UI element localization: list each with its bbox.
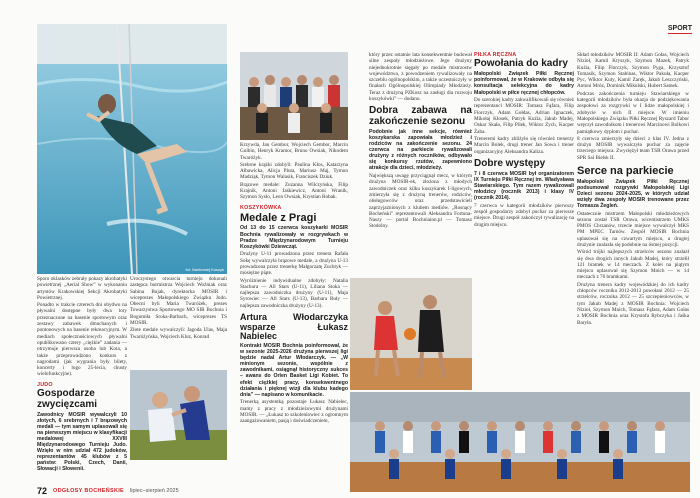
column-6 (577, 52, 689, 326)
good-performances-text: 7 czerwca w kategorii młodzików pierwszy zespół gospodarzy zdobył puchar za pierwsze miejsce. Drugi zespół zakończył rywalizację na drugim miejscu. (474, 202, 574, 228)
aerial-show-text: Sporo oklasków zebrały pokazy akrobatyki powietrznej „Aerial Show” w wykonaniu artystów Krakowskiej Sekcji Akrobatyki Powietrznej. (37, 276, 127, 301)
season-end-lead: Podobnie jak inne sekcje, również koszykarska zapowiała młodzież i rodziców na zakończenie sezonu. 24 czerwca na parkiecie rywalizowali drużyny z różnych roczników, odbywało się konkursy rzutów, zapewniono atrakcje dla dzieci, młodzieży. (369, 128, 472, 172)
handball-class4-text: 8 czerwca zmierzyły się dzieci z klas IV. Jedna z drużyn MOSIR wywalczyła puchar za zajęcie trzeciego miejsca. Zwyciężył team TSR Orawa przed SPR Sal Bielsk II. (577, 135, 689, 161)
good-performances-headline: Dobre występy (474, 157, 546, 169)
column-2 (130, 276, 227, 340)
photo-medal-group (240, 52, 348, 140)
judo-headline: Gospodarze zwycięzcami (37, 388, 98, 410)
callups-lead: Małopolski Związek Piłki Ręcznej poinformował, że w Krakowie odbyła się konsultacja selekcyjna do kadry Małopolski w piłce ręcznej chłopców. (474, 71, 574, 96)
good-performances-lead: 7 i 8 czerwca MOSIR był organizatorem IX Turnieju Piłki Ręcznej im. Władysława Stawiarskiego. Tym razem rywalizowali młodzicy (rocznik 2013) i klasy IV (rocznik 2014). (474, 170, 574, 202)
judo-silver-names: Srebrne krążki zdobyli: Paulina Kłos, Katarzyna Albawicka, Alicja Pluta, Mariusz Maj, Tymon Madziąk, Tymon Walasik, Franciszek Dziuk. (240, 161, 348, 181)
handball-squad-text: Skład młodzików MOSIR II: Adam Gołas, Wojciech Nizioł, Kamil Kryszyk, Szymon Mazek, Patryk Kuźia, Filip Florczyk, Szymon Pyga, Krzysztof Tomasik, Szymon Stabinas, Wiktor Pakuła, Kacper Pyc, Wiktor Kuty, Kamil Zaręk, Jakub Leszczyński, Antoni Mróz, Dominik Mikulski, Hubert Samek. (577, 52, 689, 90)
coach-continued-text: który przez ostatnie lata konsekwentnie budował silne zespoły młodzieżowe. Jego drużyny niejednokrotnie sięgały po medale mistrzostw województwa, z powodzeniem rywalizowały na szczeblu ogólnopolskim, a także uczestniczyły w finałach Ogólnopolskiej Olimpiady Młodzieży. Teraz z drużyną PZKosz na zasługi dla rozwoju koszykówki” — dodano. (369, 52, 472, 103)
judo-gold-names: Krzywda, Jan Gembor, Wojciech Gembor, Marcin Gulbin, Henryk Kramor, Bruno Owsiak, Nikodem Twaróżyk. (240, 142, 348, 161)
magazine-brand: ODGŁOSY BOCHEŃSKIE (53, 488, 125, 494)
season-end-text: Największą uwagę przyciągnął mecz, w którym drużyna MOSIR-ek, złożona z młodych zawodniczek oraz kilku koszykarek I-ligowych, zmierzyła się z drużyną trenerów, rodziców, obsługowców oraz przedstawicieli zaprzyjaźnionych z klubem mediów. „Rosnący Bocheński” reprezentowali Aleksandra Fortuna-Naszy — portal Bochniainn.pl — Tomasz Stodolny. (369, 173, 472, 230)
photo-handball-team (350, 392, 690, 492)
basketball-kicker: KOSZYKÓWKA (240, 204, 282, 211)
page-number: 72 (37, 486, 48, 496)
season-end-headline: Dobra zabawa na zakończenie sezonu (369, 105, 472, 127)
callups-headline: Powołania do kadry (474, 58, 568, 70)
column-1 (37, 276, 127, 474)
handball-team-image (350, 392, 690, 492)
judo-kicker: JUDO (37, 381, 53, 388)
photo-aerial-show (37, 24, 227, 274)
prague-headline: Medale z Pragi (240, 211, 317, 224)
prague-awards-text: Wyróżnienie indywidualne zdobyły: Natalia Stachura — All Stars (U-11), Liliana Stoka — najlepsza zawodniczka drużyny (U-11), Maja Syrowiec — All Stars (U-13), Barbara Buły — najlepsza zawodniczka drużyny (U-13). (240, 277, 348, 309)
section-tag: SPORT (667, 25, 692, 32)
heart-callups-text: Drużyna trenera kadry wojewódzkiej do ich kadry chłopców rocznika 2012-2013 powołani 2012 — 25 strzelców, rocznika 2012 — 25 szczepieniowców, w tym Jakub Madej z MOSIR Bochnia: Wojciech Nizioł, Szymon Mnich, Tomasz Fąfara, Adam Gołas z MOSIR Bochnia oraz Krystofa Rybczyka i Jaśka Baryła. (577, 281, 689, 326)
medal-group-image (240, 52, 348, 140)
judo-bronze-names: Brązowe medale: Zuzanna Wilczyńska, Filip Krajnik, Antoni Jaśkiewicz, Antoni Wranik, Szymon Syslo, Leon Owsiak, Krystian Robak. (240, 181, 348, 201)
coach-lead: Kontrakt MOSIR Bochnia poinformował, że w sezonie 2025-2026 drużyna pierwszej ligi będzie nadal Artur Włodarczyk. — „W minionym sezonie, wspólnie z zawodnikami, osiągnął historyczny sukces – awans do Orlen Basket Ligi Kobiet. To efekt ciężkiej pracy, konsekwentnego działania i pięknej wizji dla klubu kadego dnia” — napisano w komunikacie. (240, 343, 348, 398)
judo-lead: Zawodnicy MOSIR wywalczyli 10 złotych, 6 srebrnych i 7 brązowych medali — tym samym uplasowali się na pierwszym miejscu w klasyfikacji medalowej XXVIII Międzynarodowego Turnieju Judo. Wzięło w nim udział 472 judoków, reprezentantów 45 klubów z 5 państw: Polski, Czech, Danii, Słowacji i Słowenii. (37, 411, 127, 473)
photo-credit: fot. Bartłomiej Koszyk (185, 267, 224, 272)
column-3 (240, 142, 348, 425)
callups-coaches-text: Treneremi kadry zbliżyło się również trenerzy Marcin Bolek, drugi trener Jan Sowa i trener organizacyjny Aleksandra Kaliza. (474, 135, 574, 155)
heart-lead: Małopolski Związek Piłki Ręcznej podsumował rozgrywki Małopolskiej Ligi Dzieci sezonu 2024-2025, w których udział wzięły dwa zespoły MOSIR trenowane przez Tomasza Żegleń. (577, 178, 689, 209)
callups-text: Do szerokiej kadry zakwalifikowali się również reprezentanci MOSIR: Tomasz Fąfara, Filip Florczyk, Adam Gołdas, Adrian Ignaczek, Mikołaj Kłosek, Patryk Kuźia, Jakub Madej, Oskar Skała, Filip Pilek, Wiktor Zych, Kacper Żaba. (474, 97, 574, 135)
handball-award-text: Podczas zakończenia turnieju Stawiarskiego w kategorii młodzików była okazja do podziękowania zespołowi za rozgrywki w I lidze małopolskiej i zdobycie w nich II miejsce. W imieniu Małopolskiego Związku Piłki Ręcznej Ryszard Tabor wręczył zawodnikom i trenerowi Marcinowi Bolkowi pamiątkowy dyplom i puchar. (577, 90, 689, 135)
aerial-show-image (37, 24, 227, 274)
heart-scorers-text: Wśród trójki najlepszych strzelców sezonu znalazł się dwa drogich innych Jakub Madej, który strzelił 121 bramek w 14 meczach. Z kolei na piątym miejscu uplasował się Szymon Mnich — w 14 meczach z 76 bramkami. (577, 249, 689, 281)
photo-basketball (350, 278, 472, 390)
heart-text: Ostatecznie mistrzem Małopolski młodzieżowych sezonu został TSR Orawa, wicemistrzem UMKS PMOS Chrzanów, trzecie miejsce wywalczył MKS PM MPEC Tarnów. Zespół MOSIR Bochnia uplasował się na czwartym miejscu, a drugiej drużynie znalazła się podobnie na ósmej pozycji. (577, 210, 689, 248)
heart-headline: Serce na parkiecie (577, 165, 674, 178)
judo-gold-text: Złote medale wywalczyli: Jagoda Ulas, Maja Twaróżyńska, Wojciech Kluz, Konrad (130, 327, 227, 340)
photo-judo (130, 370, 227, 460)
judo-image (130, 370, 227, 460)
page-footer (37, 486, 179, 496)
judo-opening-text: Uroczystego otwarcia turnieju dokonali zastępca burmistrza Wojciech Woźniak oraz Sabina Bujak, dyrektorka MOSIR i wiceprezes Małopolskiego Związku Judo. Obecni byli Maria Twaróżek, prezes Towarzystwa Sportowego MO SIR Bochnia i Bogumiła Sroka-Barbach, wiceprezes TS MOSIR. (130, 276, 227, 327)
coach-headline: Artura Włodarczyka wsparze Łukasz Nabielec (240, 312, 348, 342)
column-5 (474, 52, 574, 228)
pool-text: Ponadto w trakcie czterech dni obydwu na pływalni dostępne były dwa tory przeznaczone na basenie sportowym oraz zestawy zabawek dmuchanych i pontonowych na basenie rekreacyjnym. W mediach społecznościowych pływalni opublikowano cztery „ciężkie” zadania — otrzymuje pierwsza osoba lub Kota, a także przeprowadzono konkurs z nagrodami (jak wygrania były bilety, koncerty i logo 25-lecia, chusty wielofunkcyjne). (37, 302, 127, 378)
column-4 (369, 52, 472, 230)
prague-text: Drużyny U-11 prowadzona przez trenera Rafała Sokę wywalczyła brązowe medale, a drużyna U-13 prowadzona przez trenerkę Małgorzatę Zuchtyk — mosiężne piąte. (240, 251, 348, 277)
prague-lead: Od 13 do 15 czerwca koszykarki MOSIR Bochnia rywalizowały w rozgrywkach w Pradze Międzynarodowym Turnieju Koszykówki Dziewcząt. (240, 225, 348, 250)
coach-text: Trenerką asystentką pozostaje Łukasz Nabielec, mamy z pracy z młodzieżowymi drużynami MOSIR. — „Łukasz to szkoleniowiec z ogromnym zaangażowaniem, pasją i doświadczeniem, (240, 399, 348, 425)
basketball-image (350, 278, 472, 390)
handball-kicker: PIŁKA RĘCZNA (474, 52, 517, 58)
issue-date: lipiec–sierpień 2025 (130, 488, 179, 494)
